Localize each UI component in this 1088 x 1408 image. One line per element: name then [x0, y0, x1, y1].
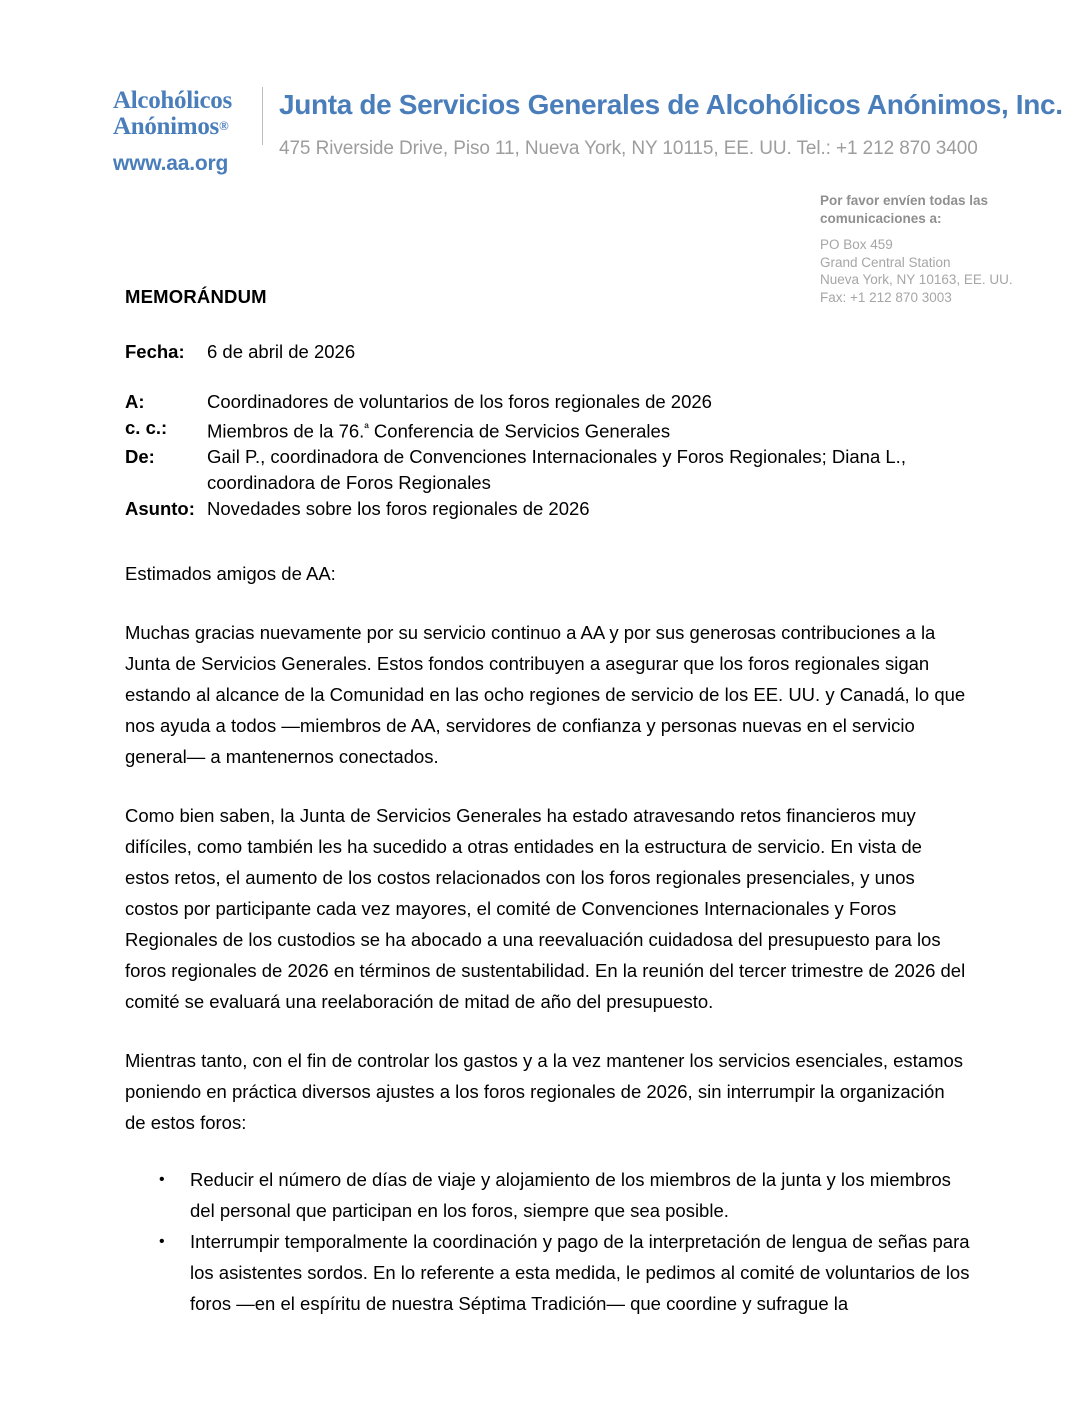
- ordinal-indicator: ª: [364, 421, 369, 435]
- correspondence-line: Nueva York, NY 10163, EE. UU.: [820, 272, 1013, 287]
- correspondence-heading: [820, 192, 1070, 227]
- logo-website-url: www.aa.org: [113, 152, 229, 175]
- memo-cc-text-after: Conferencia de Servicios Generales: [368, 420, 671, 442]
- list-item: [125, 1164, 970, 1226]
- memo-field-spacer: [125, 365, 970, 389]
- memo-field-value: [207, 415, 970, 444]
- correspondence-heading-line2: comunicaciones a:: [820, 210, 942, 226]
- memo-field-value: Coordinadores de voluntarios de los foros regionales de 2026: [207, 391, 712, 412]
- memo-cc-text-before: Miembros de la 76.: [207, 420, 365, 442]
- memo-field-label: De:: [125, 446, 155, 468]
- logo-wordmark-line2: [113, 113, 263, 139]
- bullet-icon: •: [159, 1233, 165, 1251]
- correspondence-line: PO Box 459: [820, 237, 893, 252]
- correspondence-heading-line1: Por favor envíen todas las: [820, 193, 989, 208]
- memo-field-value: Gail P., coordinadora de Convenciones Internacionales y Foros Regionales; Diana L., coordinadora de Foros Regionales: [207, 446, 906, 494]
- letterhead: [0, 78, 1088, 178]
- organization-title: Junta de Servicios Generales de Alcohólicos Anónimos, Inc.: [279, 89, 1063, 120]
- logo-wordmark-line1: [113, 88, 263, 113]
- memo-paragraph: Muchas gracias nuevamente por su servicio continuo a AA y por sus generosas contribuciones a la Junta de Servicios Generales. Estos fondos contribuyen a asegurar que los foros regionales sigan estando al alcance de la Comunidad en las ocho regiones de servicio de los EE. UU. y Canadá, lo que nos ayuda a todos —miembros de AA, servidores de confianza y personas nuevas en el servicio general— a mantenernos conectados.: [125, 622, 966, 768]
- correspondence-line: Grand Central Station: [820, 254, 951, 270]
- list-item-text: Reducir el número de días de viaje y alojamiento de los miembros de la junta y los miembros del personal que participan en los foros, siempre que sea posible.: [190, 1169, 951, 1222]
- logo-text-alcoholicos: Alcohólicos: [113, 87, 232, 114]
- memo-bullet-list: [125, 1164, 970, 1319]
- memo-field-value: Novedades sobre los foros regionales de 2026: [207, 498, 590, 520]
- memo-body: [125, 286, 970, 1335]
- registered-trademark-icon: ®: [218, 118, 229, 133]
- memo-field-label: Asunto:: [125, 498, 195, 520]
- list-item-text: Interrumpir temporalmente la coordinación y pago de la interpretación de lengua de señas para los asistentes sordos. En lo referente a esta medida, le pedimos al comité de voluntarios de los foros —en el espíritu de nuestra Séptima Tradición— que coordine y sufrague la: [190, 1231, 970, 1315]
- aa-logo: [113, 88, 263, 175]
- memo-field-de: [125, 444, 970, 496]
- memo-paragraph: Mientras tanto, con el fin de controlar los gastos y a la vez mantener los servicios esenciales, estamos poniendo en práctica diversos ajustes a los foros regionales de 2026, sin interrumpir la organización de estos foros:: [125, 1050, 964, 1134]
- memo-field-fecha: [125, 339, 970, 365]
- list-item: [125, 1226, 970, 1319]
- correspondence-line: Fax: +1 212 870 3003: [820, 289, 952, 305]
- memo-title: MEMORÁNDUM: [125, 286, 267, 307]
- letterhead-divider: [262, 87, 263, 145]
- memo-field-asunto: [125, 496, 970, 522]
- bullet-icon: •: [159, 1171, 165, 1189]
- memo-salutation: Estimados amigos de AA:: [125, 563, 336, 585]
- memo-field-value: 6 de abril de 2026: [207, 341, 356, 362]
- memo-field-label: Fecha:: [125, 341, 185, 362]
- memo-header-fields: [125, 339, 970, 522]
- logo-text-anonimos: Anónimos: [113, 113, 219, 140]
- organization-address: 475 Riverside Drive, Piso 11, Nueva York, NY 10115, EE. UU. Tel.: +1 212 870 3400: [279, 138, 978, 159]
- memo-field-cc: [125, 415, 970, 444]
- memo-field-label: A:: [125, 391, 145, 412]
- memo-field-a: [125, 389, 970, 415]
- memo-field-label: c. c.:: [125, 417, 168, 438]
- memo-paragraph: Como bien saben, la Junta de Servicios Generales ha estado atravesando retos financieros muy difíciles, como también les ha sucedido a otras entidades en la estructura de servicio. En vista de estos retos, el aumento de los costos relacionados con los foros regionales presenciales, y unos costos por participante cada vez mayores, el comité de Convenciones Internacionales y Foros Regionales de los custodios se ha abocado a una reevaluación cuidadosa del presupuesto para los foros regionales de 2026 en términos de sustentabilidad. En la reunión del tercer trimestre de 2026 del comité se evaluará una reelaboración de mitad de año del presupuesto.: [125, 805, 966, 1013]
